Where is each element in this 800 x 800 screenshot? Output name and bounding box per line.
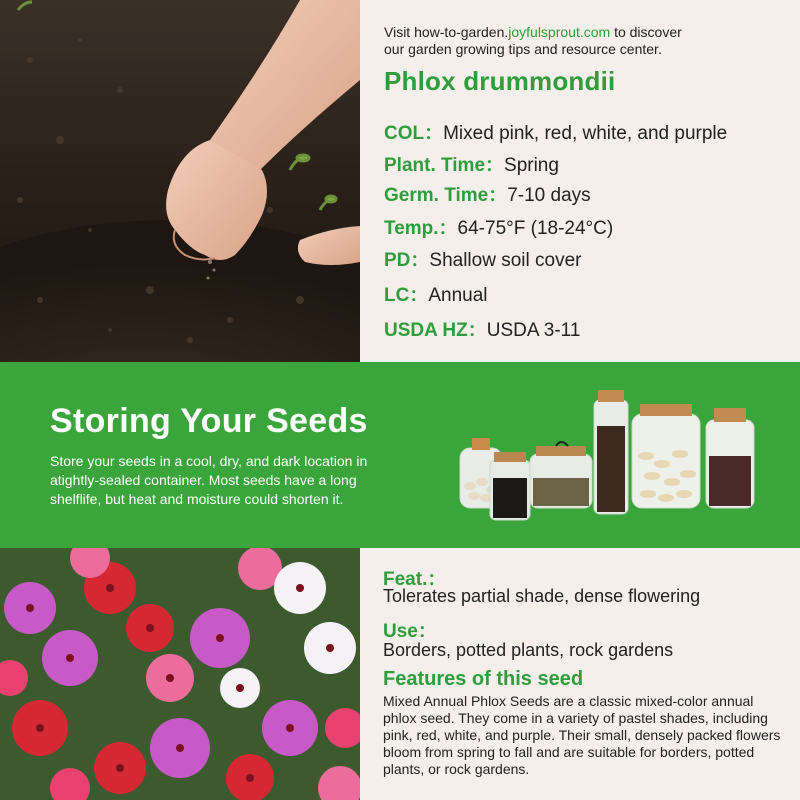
- seed-features-text: Mixed Annual Phlox Seeds are a classic mixed-color annual phlox seed. They come in a variety of pastel shades, including pink, red, white, and purple. Their small, densely packed flowers bloom from spring to fall and are suitable for borders, potted plants, or rock gardens.: [383, 693, 781, 777]
- species-name: Phlox drummondii: [384, 66, 616, 96]
- site-link[interactable]: joyfulsprout.com: [508, 24, 611, 40]
- feat-text: Tolerates partial shade, dense flowering: [383, 586, 701, 606]
- phlox-flowers-photo: [0, 548, 360, 800]
- attr-color: COL：Mixed pink, red, white, and purple: [384, 123, 728, 144]
- seed-features-title: Features of this seed: [383, 668, 584, 690]
- use-text: Borders, potted plants, rock gardens: [383, 640, 674, 660]
- storing-seeds-band: [0, 362, 800, 548]
- attr-planting-depth: PD：Shallow soil cover: [384, 250, 582, 271]
- visit-text: Visit how-to-garden.joyfulsprout.com to discover our garden growing tips and resource center.: [384, 24, 682, 57]
- use-label: Use：: [383, 621, 437, 642]
- jar-black-seeds: [490, 452, 530, 520]
- plant-info-panel: [384, 24, 784, 341]
- attr-usda-zone: USDA HZ：USDA 3-11: [384, 320, 581, 341]
- jar-fine-seeds: [530, 442, 592, 508]
- jar-tall-seeds: [594, 390, 628, 514]
- feat-label: Feat.：: [383, 569, 447, 590]
- storing-title: Storing Your Seeds: [50, 402, 368, 440]
- seed-jars-image: [456, 386, 762, 526]
- attr-germination-time: Germ. Time：7-10 days: [384, 185, 591, 206]
- jar-pumpkin-seeds: [632, 404, 700, 508]
- top-section: [0, 0, 800, 362]
- attr-temperature: Temp.：64-75°F (18-24°C): [384, 218, 614, 239]
- attr-life-cycle: LC：Annual: [384, 285, 488, 306]
- storing-text: Store your seeds in a cool, dry, and dark location in atightly-sealed container. Most seeds have a long shelflife, but heat and moisture could shorten it.: [50, 453, 368, 507]
- bottom-section: [0, 548, 800, 800]
- attr-planting-time: Plant. Time：Spring: [384, 155, 559, 176]
- jar-mixed-seeds: [706, 408, 754, 508]
- soil-hand-photo: [0, 0, 360, 362]
